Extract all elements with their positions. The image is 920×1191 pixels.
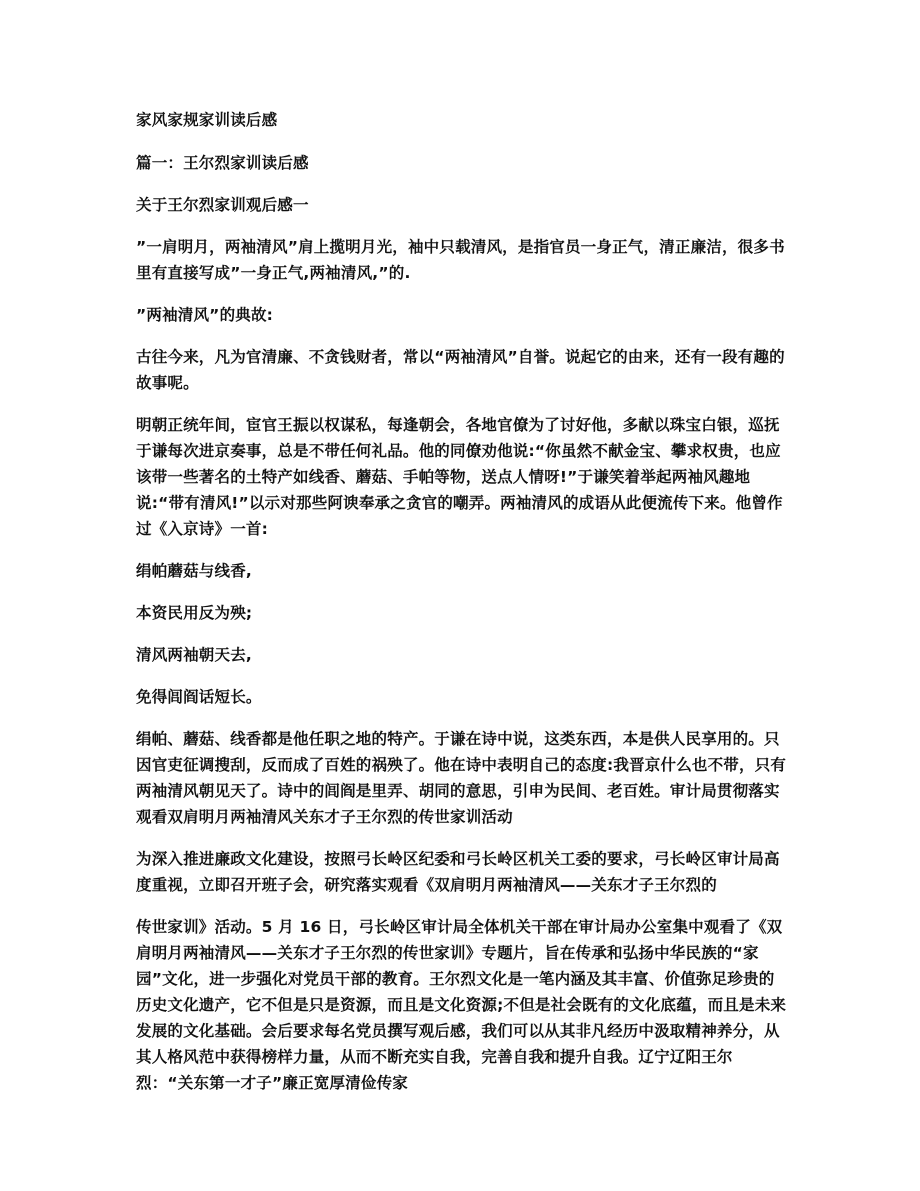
paragraph-activity-detail: 传世家训》活动。5 月 16 日，弓长岭区审计局全体机关干部在审计局办公室集中观看了《双肩明月两袖清风——关东才子王尔烈的传世家训》专题片，旨在传承和弘扬中华民族的“家园”文化，进一步强化对党员干部的教育。王尔烈文化是一笔内涵及其丰富、价值弥足珍贵的历史文化遗产，它不但是只是资源，而且是文化资源;不但是社会既有的文化底蕴，而且是未来发展的文化基础。会后要求每名党员撰写观后感，我们可以从其非凡经历中汲取精神养分，从其人格风范中获得榜样力量，从而不断充实自我，完善自我和提升自我。辽宁辽阳王尔烈：“关东第一才子”廉正宽厚清俭传家 [136,918,787,1092]
paragraph-intro: ”一肩明月，两袖清风”肩上揽明月光，袖中只载清风，是指官员一身正气，清正廉洁，很多书里有直接写成”一身正气,两袖清风,”的. [136,238,785,282]
poem-line: 本资民用反为殃; [136,604,253,622]
paragraph-story: 明朝正统年间，宦官王振以权谋私，每逢朝会，各地官僚为了讨好他，多献以珠宝白银，巡抚于谦每次进京奏事，总是不带任何礼品。他的同僚劝他说:“你虽然不献金宝、攀求权贵，也应该带一些著名的土特产如线香、蘑菇、手帕等物，送点人情呀!”于谦笑着举起两袖风趣地说:“带有清风!”以示对那些阿谀奉承之贪官的嘲弄。两袖清风的成语从此便流传下来。他曾作过《入京诗》一首: [136,416,783,538]
section-heading: 篇一：王尔烈家训读后感 [136,154,309,172]
paragraph-activity-intro: 为深入推进廉政文化建设，按照弓长岭区纪委和弓长岭区机关工委的要求，弓长岭区审计局高度重视，立即召开班子会，研究落实观看《双肩明月两袖清风——关东才子王尔烈的 [136,850,780,894]
paragraph-origin: 古往今来，凡为官清廉、不贪钱财者，常以“两袖清风”自誉。说起它的由来，还有一段有趣的故事呢。 [136,348,785,392]
section-subheading: 关于王尔烈家训观后感一 [136,196,309,214]
paragraph-allusion-heading: ”两袖清风”的典故: [136,306,274,324]
poem-line: 清风两袖朝天去, [136,646,252,664]
poem-line: 免得闾阎话短长。 [136,688,262,706]
poem-line: 绢帕蘑菇与线香, [136,562,252,580]
paragraph-explanation: 绢帕、蘑菇、线香都是他任职之地的特产。于谦在诗中说，这类东西，本是供人民享用的。只因官吏征调搜刮，反而成了百姓的祸殃了。他在诗中表明自己的态度:我晋京什么也不带，只有两袖清风朝见天了。诗中的闾阎是里弄、胡同的意思，引申为民间、老百姓。审计局贯彻落实观看双肩明月两袖清风关东才子王尔烈的传世家训活动 [136,730,787,826]
document-title: 家风家规家训读后感 [136,111,278,129]
